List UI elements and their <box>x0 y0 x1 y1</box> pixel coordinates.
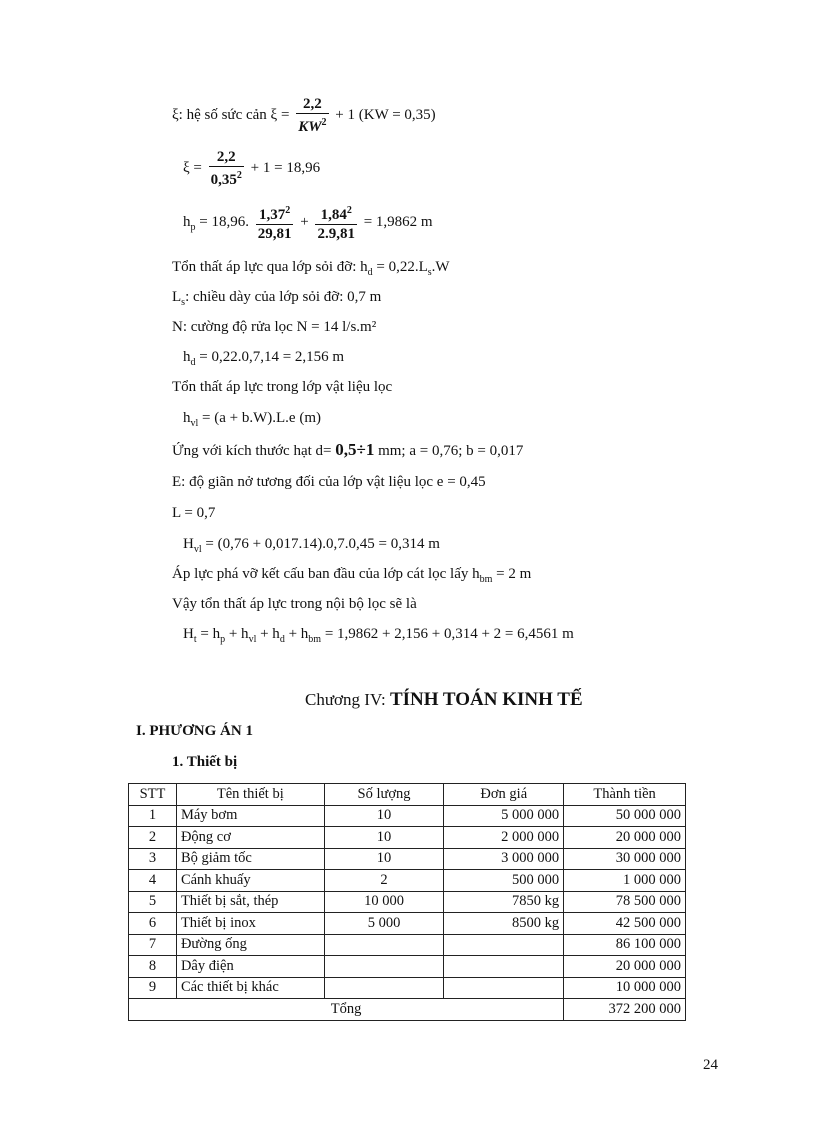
table-cell: 8500 kg <box>444 913 564 935</box>
table-header-cell: Số lượng <box>324 784 444 806</box>
table-cell: 1 000 000 <box>564 870 686 892</box>
text: = h <box>196 626 221 642</box>
text: L <box>172 289 182 305</box>
table-header-row <box>129 784 686 806</box>
formula-hp-calc <box>183 202 433 243</box>
table-header-cell: Thành tiền <box>564 784 686 806</box>
table-cell: 2 <box>129 827 177 849</box>
formula-xi-calc <box>183 148 320 189</box>
text-line <box>172 259 450 278</box>
text: = 2 m <box>492 566 532 582</box>
text-line: N: cường độ rửa lọc N = 14 l/s.m² <box>172 319 377 335</box>
subscript: bm <box>308 634 322 645</box>
text: H <box>183 536 194 552</box>
denominator <box>296 114 328 136</box>
table-cell: 20 000 000 <box>564 956 686 978</box>
subscript: vl <box>190 418 199 429</box>
exponent: 2 <box>346 205 352 216</box>
table-row <box>129 956 686 978</box>
table-cell: Đường ống <box>176 934 324 956</box>
text: : chiều dày của lớp sỏi đỡ: 0,7 m <box>185 289 382 305</box>
table-row <box>129 805 686 827</box>
text: = 1,9862 + 2,156 + 0,314 + 2 = 6,4561 m <box>321 626 574 642</box>
table-cell: Cánh khuấy <box>176 870 324 892</box>
numerator: 2,2 <box>296 95 328 114</box>
table-header-cell: Đơn giá <box>444 784 564 806</box>
table-cell <box>444 934 564 956</box>
formula-text: + 1 = 18,96 <box>250 159 321 176</box>
chapter-title: TÍNH TOÁN KINH TẾ <box>389 689 583 710</box>
table-row <box>129 913 686 935</box>
text: + h <box>256 626 280 642</box>
equipment-table <box>128 783 686 1021</box>
table-header-cell: STT <box>129 784 177 806</box>
table-cell: 10 <box>324 805 444 827</box>
denominator: 29,81 <box>257 226 292 242</box>
table-cell: 50 000 000 <box>564 805 686 827</box>
text: Tổn thất áp lực qua lớp sỏi đỡ: h <box>172 259 368 275</box>
fraction <box>296 95 328 136</box>
table-cell <box>324 934 444 956</box>
total-value: 372 200 000 <box>564 999 686 1021</box>
text-line: L = 0,7 <box>172 505 216 521</box>
table-cell: 86 100 000 <box>564 934 686 956</box>
exponent: 2 <box>285 205 291 216</box>
text-line <box>183 349 344 368</box>
table-cell: 10 000 <box>324 891 444 913</box>
text: h <box>183 349 191 365</box>
table-cell: 3 <box>129 848 177 870</box>
text-line <box>183 626 574 645</box>
exponent: 2 <box>236 170 242 181</box>
chapter-heading <box>305 689 583 711</box>
subscript: d <box>190 357 196 368</box>
text: + h <box>284 626 309 642</box>
fraction <box>315 202 357 243</box>
table-cell: 500 000 <box>444 870 564 892</box>
total-label: Tổng <box>129 999 564 1021</box>
formula-text: ξ: hệ số sức cản ξ = <box>172 106 290 123</box>
table-cell <box>444 977 564 999</box>
table-row <box>129 848 686 870</box>
table-total-row <box>129 999 686 1021</box>
table-cell: 7 <box>129 934 177 956</box>
subscript: p <box>190 221 196 233</box>
table-row <box>129 891 686 913</box>
page-number: 24 <box>703 1057 718 1073</box>
denominator-base: 0,35 <box>210 172 237 188</box>
table-cell: 7850 kg <box>444 891 564 913</box>
fraction <box>209 148 244 189</box>
section-heading: I. PHƯƠNG ÁN 1 <box>136 723 253 739</box>
table-cell: 3 000 000 <box>444 848 564 870</box>
text-line: Tổn thất áp lực trong lớp vật liệu lọc <box>172 379 393 395</box>
text: Áp lực phá vỡ kết cấu ban đầu của lớp cát lọc lấy h <box>172 566 480 582</box>
text: = (a + b.W).L.e (m) <box>198 410 321 426</box>
text: .W <box>431 259 450 275</box>
text-line <box>183 410 321 429</box>
fraction <box>256 202 294 243</box>
subscript: s <box>427 267 432 278</box>
formula-text: = 1,9862 m <box>363 213 433 230</box>
formula-text: = 18,96. <box>199 213 249 230</box>
table-cell: 10 <box>324 827 444 849</box>
subscript: d <box>279 634 285 645</box>
subscript: vl <box>193 544 202 555</box>
subscript: p <box>220 634 226 645</box>
formula-text: + 1 (KW = 0,35) <box>335 106 436 123</box>
table-row <box>129 870 686 892</box>
subscript: bm <box>479 574 493 585</box>
table-cell: 2 000 000 <box>444 827 564 849</box>
formula-text: + <box>300 213 309 230</box>
table-cell: 5 000 <box>324 913 444 935</box>
text: Ứng với kích thước hạt d= <box>172 443 336 459</box>
table-cell: Thiết bị inox <box>176 913 324 935</box>
numerator-base: 1,37 <box>258 207 286 223</box>
table-cell: 42 500 000 <box>564 913 686 935</box>
text-bold: 0,5÷1 <box>335 440 375 459</box>
table-cell <box>444 956 564 978</box>
formula-xi-definition <box>172 95 436 136</box>
table-cell: Thiết bị sắt, thép <box>176 891 324 913</box>
table-row <box>129 827 686 849</box>
text: mm; a = 0,76; b = 0,017 <box>374 443 524 459</box>
table-cell: 8 <box>129 956 177 978</box>
exponent: 2 <box>321 117 327 128</box>
text: H <box>183 626 194 642</box>
numerator <box>315 202 357 225</box>
table-cell: Dây điện <box>176 956 324 978</box>
text-line <box>183 536 440 555</box>
formula-text: h <box>183 213 191 230</box>
table-cell: 5 <box>129 891 177 913</box>
table-header-cell: Tên thiết bị <box>176 784 324 806</box>
subscript: vl <box>248 634 257 645</box>
subscript: t <box>193 634 197 645</box>
formula-text: ξ = <box>183 159 202 176</box>
text-line <box>172 440 523 460</box>
table-cell: 1 <box>129 805 177 827</box>
text: = (0,76 + 0,017.14).0,7.0,45 = 0,314 m <box>201 536 440 552</box>
table-cell: 10 <box>324 848 444 870</box>
text: = 0,22.L <box>372 259 428 275</box>
table-cell: 30 000 000 <box>564 848 686 870</box>
subscript: s <box>181 297 186 308</box>
subscript: d <box>367 267 373 278</box>
table-cell <box>324 956 444 978</box>
table-row <box>129 977 686 999</box>
table-cell: 2 <box>324 870 444 892</box>
table-cell: Máy bơm <box>176 805 324 827</box>
denominator-base: KW <box>298 119 322 135</box>
text-line: Vậy tổn thất áp lực trong nội bộ lọc sẽ là <box>172 596 417 612</box>
table-cell: 5 000 000 <box>444 805 564 827</box>
chapter-prefix: Chương IV: <box>305 690 390 709</box>
table-cell: 9 <box>129 977 177 999</box>
table-cell: Các thiết bị khác <box>176 977 324 999</box>
numerator <box>256 202 294 225</box>
text: = 0,22.0,7,14 = 2,156 m <box>195 349 345 365</box>
table-row <box>129 934 686 956</box>
text: h <box>183 410 191 426</box>
text: + h <box>225 626 249 642</box>
text-line: E: độ giãn nở tương đối của lớp vật liệu lọc e = 0,45 <box>172 474 486 490</box>
denominator: 2.9,81 <box>317 226 355 242</box>
text-line <box>172 289 381 308</box>
table-cell: 10 000 000 <box>564 977 686 999</box>
subsection-heading: 1. Thiết bị <box>172 754 238 770</box>
numerator-base: 1,84 <box>320 207 347 223</box>
table-cell: 4 <box>129 870 177 892</box>
table-cell: 20 000 000 <box>564 827 686 849</box>
table-cell: 6 <box>129 913 177 935</box>
table-cell: Động cơ <box>176 827 324 849</box>
table-cell: 78 500 000 <box>564 891 686 913</box>
text-line <box>172 566 531 585</box>
denominator <box>209 167 244 189</box>
table-cell: Bộ giảm tốc <box>176 848 324 870</box>
table-cell <box>324 977 444 999</box>
numerator: 2,2 <box>209 148 244 167</box>
